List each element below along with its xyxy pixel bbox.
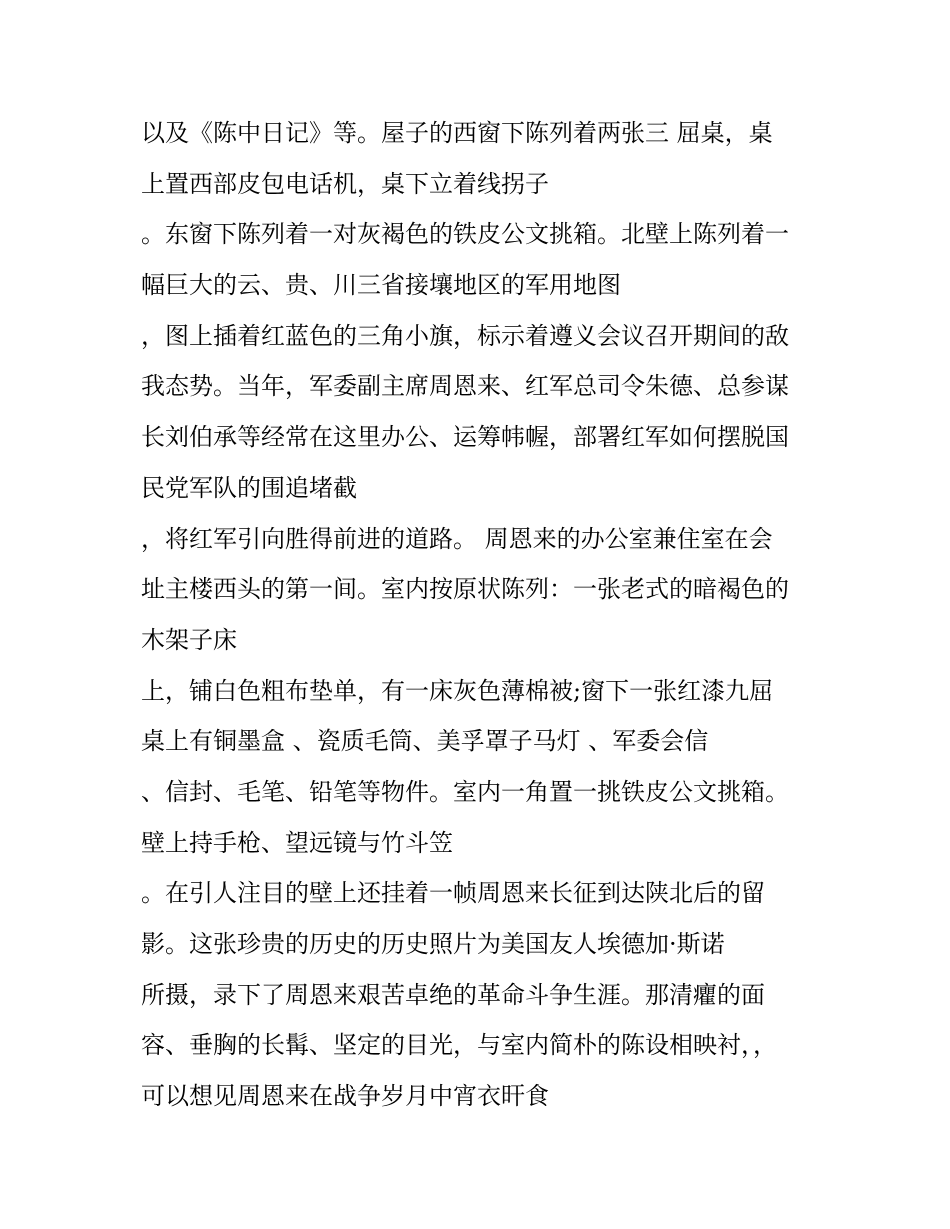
text-line: 以及《陈中日记》等。屋子的西窗下陈列着两张三 屈桌，桌: [141, 119, 773, 147]
text-line: 容、垂胸的长髯、坚定的目光，与室内简朴的陈设相映衬，，: [141, 1031, 777, 1060]
text-line: 幅巨大的云、贵、川三省接壤地区的军用地图: [141, 271, 621, 300]
text-line: 木架子床: [141, 625, 237, 654]
text-line: 影。这张珍贵的历史的历史照片为美国友人埃德加·斯诺: [141, 930, 725, 958]
text-line: ，图上插着红蓝色的三角小旗，标示着遵义会议召开期间的敌: [141, 321, 789, 350]
text-line: 长刘伯承等经常在这里办公、运筹帏幄，部署红军如何摆脱国: [141, 423, 789, 452]
text-line: 上置西部皮包电话机，桌下立着线拐子: [141, 169, 549, 198]
text-line: 上，铺白色粗布垫单，有一床灰色薄棉被;窗下一张红漆九屈: [141, 676, 774, 705]
text-line: 址主楼西头的第一间。室内按原状陈列：一张老式的暗褐色的: [141, 575, 789, 604]
text-line: 、信封、毛笔、铅笔等物件。室内一角置一挑铁皮公文挑箱。: [141, 777, 789, 806]
text-line: ，将红军引向胜得前进的道路。 周恩来的办公室兼住室在会: [141, 524, 773, 553]
text-line: 壁上持手枪、望远镜与竹斗笠: [141, 828, 453, 857]
text-line: 可以想见周恩来在战争岁月中宵衣旰食: [141, 1082, 549, 1111]
text-line: 。东窗下陈列着一对灰褐色的铁皮公文挑箱。北壁上陈列着一: [141, 220, 789, 249]
text-line: 桌上有铜墨盒 、瓷质毛筒、美孚罩子马灯 、军委会信: [141, 727, 709, 756]
text-line: 。在引人注目的壁上还挂着一帧周恩来长征到达陕北后的留: [141, 879, 765, 908]
text-line: 民党军队的围追堵截: [141, 473, 357, 502]
text-line: 我态势。当年，军委副主席周恩来、红军总司令朱德、总参谋: [141, 372, 789, 401]
text-line: 所摄，录下了周恩来艰苦卓绝的革命斗争生涯。那清癯的面: [141, 980, 765, 1009]
body-text: [141, 108, 831, 1122]
